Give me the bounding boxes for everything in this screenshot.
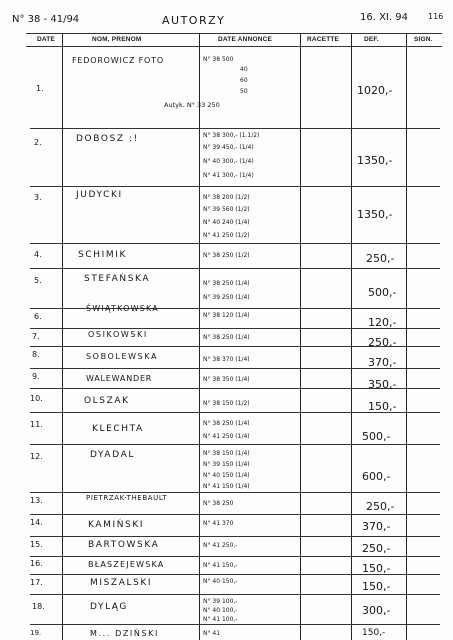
row-number: 3. [34, 193, 42, 202]
row-annonce: N° 39 100,- [203, 598, 238, 605]
row-annonce-extra: Autyk. N° 33 250 [164, 101, 220, 109]
row-def: 250,- [366, 500, 395, 513]
row-rule [30, 243, 440, 244]
ledger-date: 16. XI. 94 [360, 12, 408, 23]
row-annonce: 50 [240, 88, 248, 95]
row-number: 6. [34, 312, 42, 321]
row-name: OSIKOWSKI [88, 330, 148, 339]
row-def: 150,- [362, 562, 391, 575]
ledger-reference: N° 38 - 41/94 [12, 14, 80, 25]
row-rule [30, 624, 440, 625]
ledger-title: AUTORZY [162, 14, 226, 27]
row-number: 7. [32, 332, 40, 341]
row-annonce: N° 38 370 (1/4) [203, 356, 250, 363]
row-rule [30, 492, 440, 493]
column-divider [62, 33, 63, 640]
row-annonce: N° 41 150 (1/4) [203, 483, 250, 490]
row-annonce: N° 38 250 (1/4) [203, 420, 250, 427]
row-name: DYADAL [90, 450, 135, 460]
column-divider [406, 33, 407, 640]
column-header-def: DEF. [364, 36, 379, 43]
row-rule [30, 556, 440, 557]
row-annonce: 60 [240, 77, 248, 84]
row-number: 10. [30, 394, 43, 403]
row-def: 500,- [362, 430, 391, 443]
ledger-mark: 116 [428, 12, 444, 21]
row-annonce: N° 40 150 (1/4) [203, 472, 250, 479]
row-annonce: N° 38 150 (1/2) [203, 400, 250, 407]
row-def: 1020,- [357, 84, 393, 97]
row-annonce: N° 41 250,- [203, 542, 238, 549]
row-def: 150,- [362, 580, 391, 593]
row-def: 250,- [366, 252, 395, 265]
row-name: BARTOWSKA [88, 540, 160, 550]
row-def: 250,- [362, 542, 391, 555]
row-annonce: N° 41 300,- (1/4) [203, 172, 254, 179]
header-bottom-rule [26, 46, 442, 47]
column-header-sign: SIGN. [414, 36, 433, 43]
row-annonce: N° 40 300,- (1/4) [203, 158, 254, 165]
row-annonce: N° 38 250 (1/4) [203, 334, 250, 341]
row-def: 600,- [362, 470, 391, 483]
row-annonce: N° 38 150 (1/4) [203, 450, 250, 457]
row-annonce: N° 41 100,- [203, 616, 238, 623]
column-divider [300, 33, 301, 640]
row-number: 13. [30, 496, 43, 505]
row-annonce: N° 41 250 (1/4) [203, 433, 250, 440]
row-def: 250,- [368, 336, 397, 349]
row-name: PIETRZAK-THEBAULT [86, 494, 168, 502]
row-number: 5. [34, 276, 42, 285]
row-def: 350,- [368, 378, 397, 391]
row-annonce: N° 38 250 [203, 500, 234, 507]
row-number: 12. [30, 452, 43, 461]
row-name: JUDYCKI [76, 190, 123, 200]
column-header-name: NOM, PRENOM [92, 36, 142, 43]
row-annonce: N° 40 100,- [203, 607, 238, 614]
row-name: BŁASZEJEWSKA [88, 560, 165, 569]
row-rule [30, 444, 440, 445]
row-number: 15. [30, 540, 43, 549]
row-name: KAMIŃSKI [88, 520, 145, 530]
row-def: 150,- [368, 400, 397, 413]
row-name: M... DZIŃSKI [90, 629, 159, 638]
row-annonce: N° 38 300,- (1.1/2) [203, 132, 260, 139]
column-divider [351, 33, 352, 640]
row-number: 19. [30, 629, 42, 637]
header-top-rule [26, 33, 442, 34]
row-annonce: N° 38 500 [203, 56, 234, 63]
row-number: 4. [34, 250, 42, 259]
row-annonce: N° 38 120 (1/4) [203, 312, 250, 319]
row-def: 150,- [362, 628, 386, 638]
row-annonce: N° 41 [203, 630, 221, 637]
row-number: 2. [34, 138, 42, 147]
row-number: 16. [30, 559, 43, 568]
row-annonce: N° 39 560 (1/2) [203, 206, 250, 213]
row-name: DOBOSZ :! [76, 134, 139, 144]
column-divider [199, 33, 200, 640]
row-annonce: N° 41 370 [203, 520, 234, 527]
column-header-date: DATE [37, 36, 56, 43]
row-annonce: N° 39 250 (1/4) [203, 294, 250, 301]
row-annonce: N° 40 150,- [203, 578, 238, 585]
row-annonce: 40 [240, 66, 248, 73]
row-rule [30, 268, 440, 269]
row-annonce: N° 41 250 (1/2) [203, 232, 250, 239]
row-annonce: N° 39 450,- (1/4) [203, 144, 254, 151]
row-def: 370,- [368, 356, 397, 369]
row-annonce: N° 38 350 (1/4) [203, 376, 250, 383]
row-number: 1. [36, 84, 44, 93]
row-annonce: N° 38 250 (1/2) [203, 252, 250, 259]
row-name: STEFAŃSKA [84, 274, 151, 284]
row-name: FEDOROWICZ FOTO [72, 56, 164, 65]
row-annonce: N° 41 150,- [203, 562, 238, 569]
row-name: SOBOLEWSKA [86, 352, 159, 361]
row-def: 300,- [362, 604, 391, 617]
row-number: 9. [32, 372, 40, 381]
row-def: 120,- [368, 316, 397, 329]
row-name: OLSZAK [84, 396, 130, 406]
column-header-date-annonce: DATE ANNONCE [218, 36, 273, 43]
row-rule [30, 128, 440, 129]
row-def: 1350,- [357, 154, 393, 167]
row-annonce: N° 38 200 (1/2) [203, 194, 250, 201]
row-number: 14. [30, 518, 43, 527]
row-annonce: N° 40 240 (1/4) [203, 219, 250, 226]
row-rule [30, 186, 440, 187]
row-rule [30, 514, 440, 515]
row-def: 1350,- [357, 208, 393, 221]
row-rule [30, 536, 440, 537]
row-rule [30, 594, 440, 595]
row-name: SCHIMIK [78, 250, 127, 260]
row-name: KLECHTA [92, 424, 144, 434]
row-number: 8. [32, 350, 40, 359]
row-def: 370,- [362, 520, 391, 533]
row-annonce: N° 39 150 (1/4) [203, 461, 250, 468]
row-name: MISZALSKI [90, 578, 153, 588]
row-number: 11. [30, 420, 43, 429]
row-number: 17. [30, 578, 43, 587]
row-name: ŚWIĄTKOWSKA [86, 304, 159, 313]
row-name: DYLĄG [90, 602, 128, 612]
row-annonce: N° 38 250 (1/4) [203, 280, 250, 287]
row-name: WALEWANDER [86, 374, 153, 383]
row-def: 500,- [368, 286, 397, 299]
column-header-racette: RACETTE [307, 36, 340, 43]
row-number: 18. [32, 602, 45, 611]
